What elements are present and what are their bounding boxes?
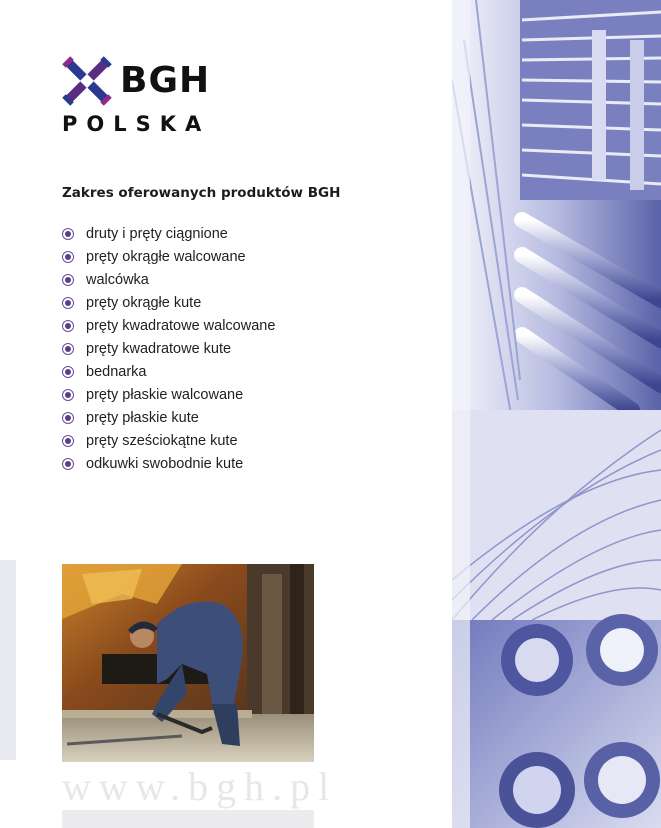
product-item-label: pręty sześciokątne kute <box>86 433 238 450</box>
website-url: www.bgh.pl <box>62 764 338 809</box>
product-item <box>62 245 275 268</box>
bgh-logo-mark-icon <box>62 56 112 106</box>
steel-products-collage <box>452 0 661 828</box>
product-item-label: bednarka <box>86 364 147 381</box>
product-item <box>62 268 275 291</box>
product-item-label: pręty płaskie walcowane <box>86 387 244 404</box>
bullet-icon <box>62 343 74 355</box>
bullet-icon <box>62 228 74 240</box>
bullet-icon <box>62 274 74 286</box>
bgh-logo <box>62 56 222 136</box>
bullet-icon <box>62 458 74 470</box>
product-item <box>62 291 275 314</box>
brand-subtitle: POLSKA <box>62 112 211 136</box>
product-item <box>62 407 275 430</box>
bullet-icon <box>62 412 74 424</box>
product-item-label: pręty okrągłe kute <box>86 294 202 311</box>
product-list <box>62 222 275 476</box>
product-item-label: pręty płaskie kute <box>86 410 199 427</box>
bullet-icon <box>62 297 74 309</box>
bullet-icon <box>62 251 74 263</box>
product-item-label: pręty okrągłe walcowane <box>86 248 246 265</box>
product-item-label: odkuwki swobodnie kute <box>86 456 244 473</box>
product-item <box>62 453 275 476</box>
product-item <box>62 222 275 245</box>
product-item-label: walcówka <box>86 271 149 288</box>
forge-worker-photo <box>62 564 314 762</box>
product-item <box>62 361 275 384</box>
product-item-label: pręty kwadratowe kute <box>86 341 232 358</box>
left-gray-strip <box>0 560 16 760</box>
product-item <box>62 384 275 407</box>
product-item <box>62 337 275 360</box>
product-item <box>62 314 275 337</box>
product-item-label: druty i pręty ciągnione <box>86 225 228 242</box>
bullet-icon <box>62 366 74 378</box>
products-title: Zakres oferowanych produktów BGH <box>62 185 341 201</box>
product-item-label: pręty kwadratowe walcowane <box>86 317 276 334</box>
bullet-icon <box>62 389 74 401</box>
bullet-icon <box>62 320 74 332</box>
product-item <box>62 430 275 453</box>
brand-name: BGH <box>120 60 211 101</box>
bullet-icon <box>62 435 74 447</box>
bottom-gray-strip <box>62 810 314 828</box>
